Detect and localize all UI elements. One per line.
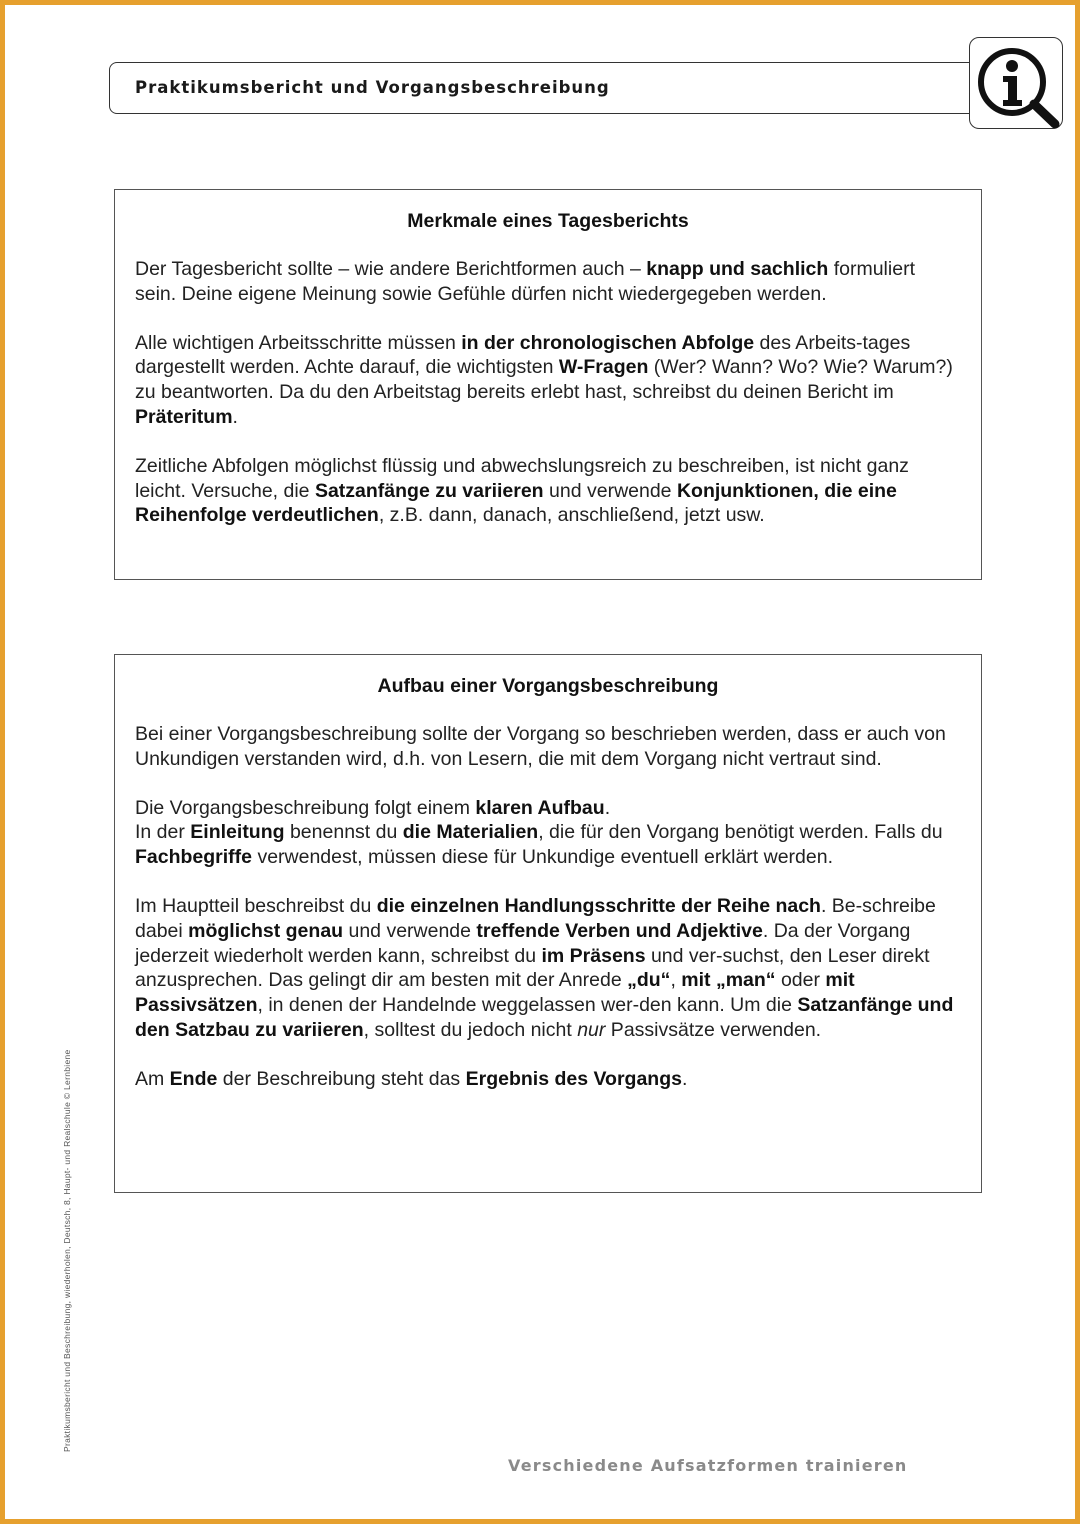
tagesbericht-box <box>114 189 982 580</box>
vorgang-paragraph-2: Die Vorgangsbeschreibung folgt einem klaren Aufbau. In der Einleitung benennst du die Materialien, die für den Vorgang benötigt werden. Falls du Fachbegriffe verwendest, müssen diese für Unkundige eventuell erklärt werden. <box>135 796 943 869</box>
footer-text: Verschiedene Aufsatzformen trainieren <box>508 1456 908 1475</box>
vorgangsbeschreibung-heading: Aufbau einer Vorgangsbeschreibung <box>377 675 719 697</box>
tagesbericht-heading: Merkmale eines Tagesberichts <box>407 210 689 232</box>
tagesbericht-paragraph-3: Zeitliche Abfolgen möglichst flüssig und abwechslungsreich zu beschreiben, ist nicht ganz leicht. Versuche, die Satzanfänge zu variieren und verwende Konjunktionen, die eine Reihenfolge verdeutlichen, z.B. dann, danach, anschließend, jetzt usw. <box>135 454 909 527</box>
vorgangsbeschreibung-box <box>114 654 982 1193</box>
tagesbericht-paragraph-2: Alle wichtigen Arbeitsschritte müssen in der chronologischen Abfolge des Arbeits-tages dargestellt werden. Achte darauf, die wichtigsten W-Fragen (Wer? Wann? Wo? Wie? Warum?) zu beantworten. Da du den Arbeitstag bereits erlebt hast, schreibst du deinen Bericht im Präteritum. <box>135 331 953 428</box>
vorgang-paragraph-1: Bei einer Vorgangsbeschreibung sollte der Vorgang so beschrieben werden, dass er auch von Unkundigen verstanden wird, d.h. von Lesern, die mit dem Vorgang nicht vertraut sind. <box>135 723 946 770</box>
header-bar <box>109 62 993 114</box>
page-title: Praktikumsbericht und Vorgangsbeschreibung <box>135 78 610 97</box>
copyright-side-note: Praktikumsbericht und Beschreibung, wiederholen, Deutsch, 8, Haupt- und Realschule © Lernbiene <box>62 1049 72 1452</box>
info-magnifier-icon <box>969 37 1063 129</box>
tagesbericht-paragraph-1: Der Tagesbericht sollte – wie andere Berichtformen auch – knapp und sachlich formuliert sein. Deine eigene Meinung sowie Gefühle dürfen nicht wiedergegeben werden. <box>135 258 915 305</box>
vorgang-paragraph-3: Im Hauptteil beschreibst du die einzelnen Handlungsschritte der Reihe nach. Be-schreibe dabei möglichst genau und verwende treffende Verben und Adjektive. Da der Vorgang jederzeit wiederholt werden kann, schreibst du im Präsens und ver-suchst, den Leser direkt anzusprechen. Das gelingt dir am besten mit der Anrede „du“, mit „man“ oder mit Passivsätzen, in denen der Handelnde weggelassen wer-den kann. Um die Satzanfänge und den Satzbau zu variieren, solltest du jedoch nicht nur Passivsätze verwenden. <box>135 894 954 1041</box>
vorgang-paragraph-4: Am Ende der Beschreibung steht das Ergebnis des Vorgangs. <box>135 1067 688 1090</box>
